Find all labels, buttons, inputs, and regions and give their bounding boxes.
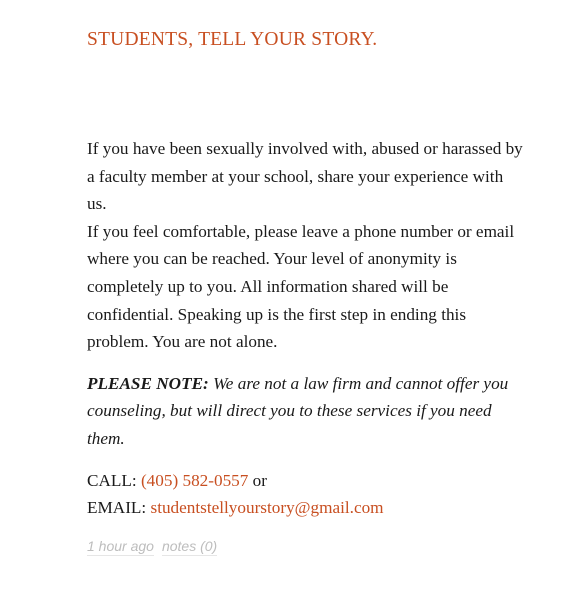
contact-request-text: If you feel comfortable, please leave a phone number or email where you can be reached. Your level of anonymity is completely up to you. All information shared will be confidential. Speaking up is the first step in ending this problem. You are not alone. [87, 221, 515, 352]
please-note-paragraph [87, 370, 527, 453]
call-label: CALL: [87, 470, 141, 490]
email-link[interactable]: studentstellyourstory@gmail.com [150, 498, 384, 518]
intro-paragraph [87, 135, 527, 356]
please-note-text: We are not a law firm and cannot offer you counseling, but will direct you to these services if you need them. [87, 373, 509, 448]
post-body [87, 135, 527, 522]
email-label: EMAIL: [87, 498, 151, 518]
call-suffix: or [248, 470, 267, 490]
post-meta [87, 538, 217, 554]
post-title[interactable]: STUDENTS, TELL YOUR STORY. [87, 29, 378, 50]
notes-link[interactable]: notes (0) [161, 538, 218, 554]
contact-paragraph [87, 467, 527, 522]
timestamp-link[interactable]: 1 hour ago [87, 538, 154, 554]
intro-sentence: If you have been sexually involved with, abused or harassed by a faculty member at your school, share your experience with us. [87, 139, 523, 214]
phone-link[interactable]: (405) 582-0557 [140, 470, 249, 490]
please-note-label: PLEASE NOTE: [87, 373, 209, 393]
